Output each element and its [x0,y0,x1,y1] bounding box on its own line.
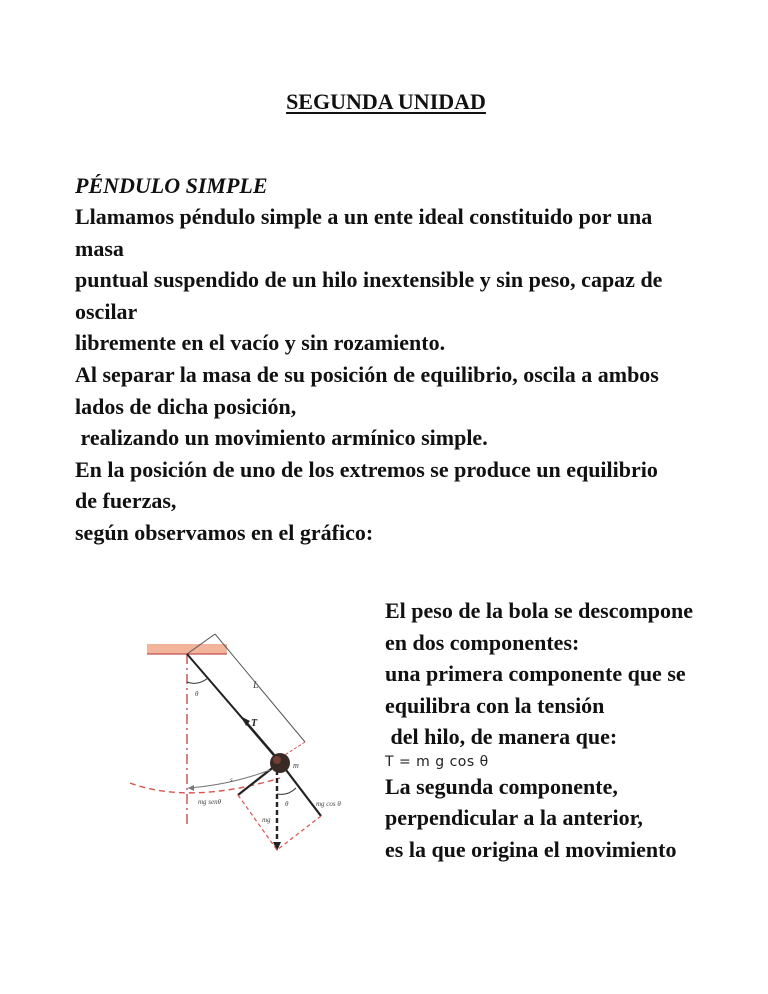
body-line: Llamamos péndulo simple a un ente ideal constituido por una [75,204,653,229]
mass-label: m [293,761,299,770]
right-column-text [385,595,765,865]
angle-arc-top [187,678,208,683]
section-heading: PÉNDULO SIMPLE [75,173,268,198]
body-line: En la posición de uno de los extremos se produce un equilibrio [75,456,658,482]
weight-label: mg [262,816,271,824]
tangential-component-label: mg senθ [198,798,222,806]
right-line: en dos componentes: [385,629,580,655]
right-line: perpendicular a la anterior, [385,805,643,830]
body-line: puntual suspendido de un hilo inextensible y sin peso, capaz de [75,267,663,293]
body-text [75,201,765,549]
body-line: lados de dicha posición, [75,393,297,419]
length-label: L [253,680,259,691]
angle-top-label: θ [195,690,199,698]
body-line: oscilar [75,298,138,324]
body-line: masa [75,235,124,261]
pendulum-bob [270,753,290,773]
right-line: es la que origina el movimiento [385,836,677,862]
right-line: equilibra con la tensión [385,692,605,718]
body-line: según observamos en el gráfico: [75,519,374,545]
ceiling-support [147,644,227,654]
right-line: El peso de la bola se descompone [385,598,694,623]
right-line: una primera componente que se [385,661,686,686]
pendulum-diagram [130,620,370,860]
right-line: La segunda componente, [385,773,618,799]
body-line: realizando un movimiento armínico simple. [75,425,488,451]
body-line: Al separar la masa de su posición de equilibrio, oscila a ambos [75,361,659,387]
angle-bottom-label: θ [285,800,289,808]
tension-formula: T = m g cos θ [385,753,489,770]
body-line: de fuerzas, [75,488,177,514]
tension-label: T [251,718,258,729]
arc-label: s [230,776,233,784]
radial-component-label: mg cos θ [316,800,341,808]
page-title: SEGUNDA UNIDAD [286,89,486,114]
body-line: libremente en el vacío y sin rozamiento. [75,330,446,356]
length-dimension [215,634,305,742]
angle-arc-bottom [277,788,296,794]
right-line: del hilo, de manera que: [385,724,618,749]
